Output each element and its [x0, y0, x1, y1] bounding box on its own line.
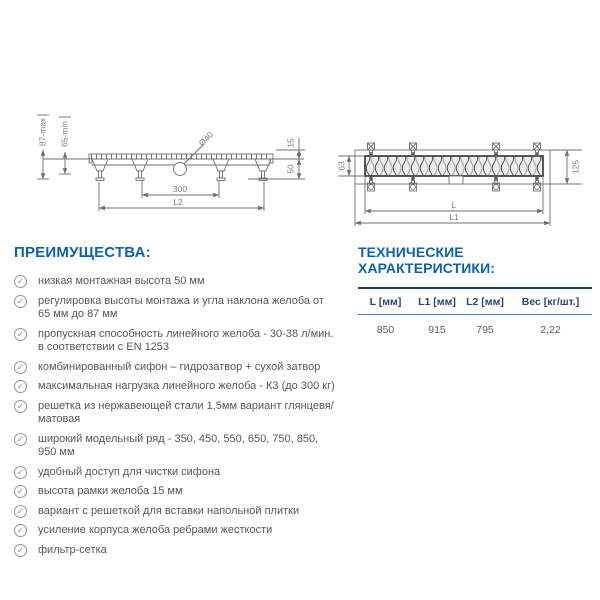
specs-header-cell: Вес [кг/шт.] [521, 296, 580, 308]
checkmark-circle-icon: ✓ [14, 524, 27, 537]
advantage-text: комбинированный сифон – гидрозатвор + сухой затвор [38, 360, 321, 373]
specs-value-cell: 850 [376, 324, 395, 336]
advantage-text: широкий модельный ряд - 350, 450, 550, 650, 750, 850, 950 мм [38, 432, 319, 458]
dim-label-63: 63 [336, 161, 347, 171]
checkmark-circle-icon: ✓ [14, 380, 27, 393]
advantage-item [14, 361, 336, 375]
center-tab [449, 176, 463, 184]
dim-label-50: 50 [285, 164, 296, 174]
specs-table [358, 287, 592, 342]
advantage-text: решетка из нержавеющей стали 1,5мм вариант глянцевя/ матовая [38, 399, 334, 425]
checkmark-circle-icon: ✓ [14, 295, 27, 308]
specs-section [358, 244, 592, 342]
checkmark-circle-icon: ✓ [14, 400, 27, 413]
specs-header-cell: L2 [мм] [466, 296, 504, 308]
advantage-item [14, 328, 336, 355]
checkmark-circle-icon: ✓ [14, 361, 27, 374]
dim-label-125: 125 [570, 159, 581, 175]
advantage-item [14, 295, 336, 322]
dim-label-l2: L2 [173, 197, 183, 207]
checkmark-circle-icon: ✓ [14, 328, 27, 341]
advantage-item [14, 275, 336, 289]
specs-value-cell: 2,22 [540, 324, 561, 336]
dim-label-87max: 87-max [37, 117, 48, 147]
advantages-list [14, 275, 336, 557]
specs-value-cell: 795 [476, 324, 494, 336]
checkmark-circle-icon: ✓ [14, 485, 27, 498]
advantage-text: вариант с решеткой для вставки напольной плитки [38, 504, 300, 517]
advantage-item [14, 544, 336, 558]
advantage-item [14, 466, 336, 480]
checkmark-circle-icon: ✓ [14, 544, 27, 557]
top-view-drawing [330, 113, 600, 238]
grate [365, 156, 543, 176]
advantage-item [14, 433, 336, 460]
advantages-section [14, 244, 336, 563]
advantage-text: регулировка высоты монтажа и угла наклона желоба от 65 мм до 87 мм [38, 294, 324, 320]
advantage-text: пропускная способность линейного желоба - 30-38 л/мин. в соответствии с EN 1253 [38, 327, 334, 353]
specs-title: ТЕХНИЧЕСКИЕ ХАРАКТЕРИСТИКИ: [358, 244, 495, 276]
dim-label-65min: 65-min [59, 121, 70, 147]
advantage-text: фильтр-сетка [38, 543, 107, 556]
advantage-item [14, 505, 336, 519]
advantage-text: высота рамки желоба 15 мм [38, 485, 183, 497]
advantage-item [14, 524, 336, 538]
checkmark-circle-icon: ✓ [14, 505, 27, 518]
dim-label-l: L [451, 200, 457, 210]
outlet-circle [174, 163, 187, 176]
advantage-text: максимальная нагрузка линейного желоба - К3 (до 300 кг) [38, 380, 335, 392]
specs-value-row [358, 315, 592, 342]
specs-header-row [358, 289, 592, 315]
dim-label-15: 15 [285, 138, 296, 148]
advantage-item [14, 400, 336, 427]
dim-label-outlet-diameter: Ø40 [196, 129, 216, 149]
dim-label-l1: L1 [449, 212, 459, 222]
advantages-title: ПРЕИМУЩЕСТВА: [14, 244, 151, 261]
advantage-text: усиление корпуса желоба ребрами жесткости [38, 524, 273, 536]
advantage-item [14, 485, 336, 499]
specs-value-cell: 915 [428, 324, 446, 336]
specs-header-cell: L1 [мм] [418, 296, 456, 308]
advantage-item [14, 380, 336, 394]
checkmark-circle-icon: ✓ [14, 433, 27, 446]
checkmark-circle-icon: ✓ [14, 275, 27, 288]
side-view-drawing [28, 98, 318, 228]
specs-header-cell: L [мм] [369, 296, 402, 308]
advantage-text: удобный доступ для чистки сифона [38, 465, 221, 478]
end-cap-left [89, 159, 92, 163]
checkmark-circle-icon: ✓ [14, 466, 27, 479]
dim-label-300: 300 [172, 184, 188, 194]
advantage-text: низкая монтажная высота 50 мм [38, 275, 205, 287]
